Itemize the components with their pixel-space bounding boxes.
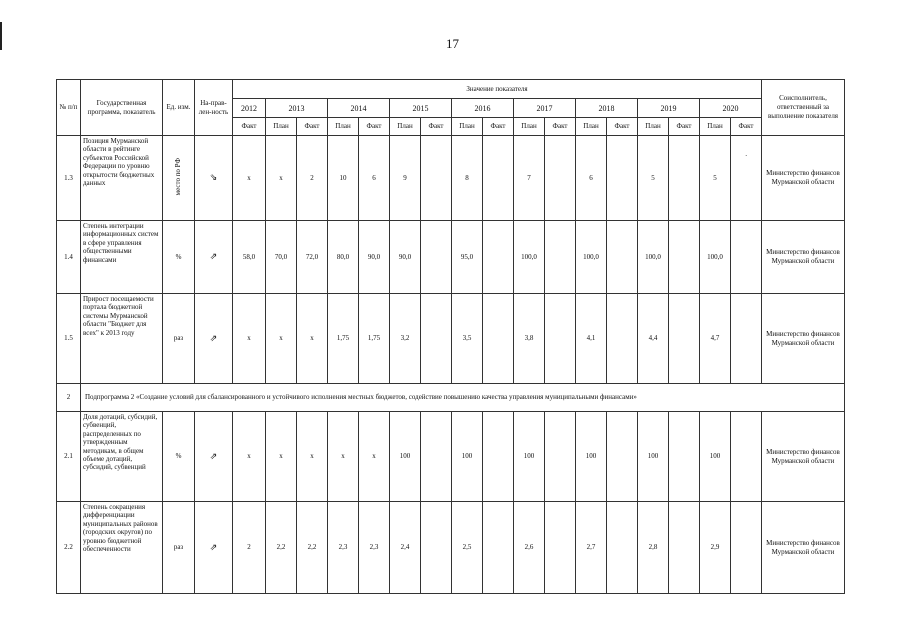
subcolumn-header: План — [328, 118, 359, 136]
value-cell: 10 — [328, 136, 359, 221]
value-cell: 7 — [514, 136, 545, 221]
unit-cell: раз — [163, 502, 195, 594]
direction-cell — [195, 502, 233, 594]
subcolumn-header: Факт — [731, 118, 762, 136]
value-cell: 100 — [700, 412, 731, 502]
direction-cell — [195, 294, 233, 384]
value-cell: 90,0 — [390, 221, 421, 294]
subprogram-title: Подпрограмма 2 «Создание условий для сбалансированного и устойчивого исполнения местных бюджетов, содействие повышению качества управления муниципальными финансами» — [81, 384, 845, 412]
value-cell: x — [359, 412, 390, 502]
value-cell: 100 — [390, 412, 421, 502]
unit-cell — [163, 136, 195, 221]
value-cell: x — [233, 412, 266, 502]
value-cell: 6 — [576, 136, 607, 221]
responsible-cell: Министерство финансов Мурманской области — [762, 294, 845, 384]
value-cell — [545, 294, 576, 384]
value-cell: 2,7 — [576, 502, 607, 594]
unit-text: место по РФ — [174, 157, 182, 196]
year-header-2020: 2020 — [700, 99, 762, 118]
value-cell: x — [233, 294, 266, 384]
value-cell: x — [266, 412, 297, 502]
row-num: 1.4 — [57, 221, 81, 294]
direction-arrow-icon: ⇗ — [209, 251, 218, 261]
value-cell: 58,0 — [233, 221, 266, 294]
value-cell — [669, 412, 700, 502]
value-cell: 2,8 — [638, 502, 669, 594]
value-cell: 4,1 — [576, 294, 607, 384]
value-cell: 100 — [514, 412, 545, 502]
direction-arrow-icon: ⇘ — [209, 172, 218, 182]
unit-cell: раз — [163, 294, 195, 384]
value-cell: 100,0 — [514, 221, 545, 294]
subcolumn-header: Факт — [359, 118, 390, 136]
value-cell — [421, 136, 452, 221]
table-row — [57, 412, 845, 502]
header-name: Государственная программа, показатель — [81, 80, 163, 136]
subcolumn-header: Факт — [297, 118, 328, 136]
subcolumn-header: План — [514, 118, 545, 136]
value-cell: 2,3 — [359, 502, 390, 594]
subcolumn-header: Факт — [421, 118, 452, 136]
table-row — [57, 221, 845, 294]
direction-cell — [195, 136, 233, 221]
direction-arrow-icon: ⇗ — [209, 541, 218, 552]
value-cell: x — [328, 412, 359, 502]
value-cell — [545, 502, 576, 594]
subcolumn-header: Факт — [483, 118, 514, 136]
value-cell — [421, 502, 452, 594]
value-cell: x — [266, 294, 297, 384]
subprogram-num: 2 — [57, 384, 81, 412]
value-cell — [669, 294, 700, 384]
value-cell: 4,7 — [700, 294, 731, 384]
value-cell: 2,2 — [297, 502, 328, 594]
value-cell: 100 — [576, 412, 607, 502]
value-cell — [421, 412, 452, 502]
value-cell: 6 — [359, 136, 390, 221]
year-header-2019: 2019 — [638, 99, 700, 118]
value-cell: 95,0 — [452, 221, 483, 294]
value-cell — [731, 136, 762, 221]
value-cell — [731, 502, 762, 594]
year-header-2015: 2015 — [390, 99, 452, 118]
header-values-title: Значение показателя — [233, 80, 762, 99]
value-cell: 3,2 — [390, 294, 421, 384]
value-cell: 100,0 — [700, 221, 731, 294]
subcolumn-header: План — [452, 118, 483, 136]
value-cell — [545, 412, 576, 502]
value-cell — [607, 502, 638, 594]
value-cell: 8 — [452, 136, 483, 221]
value-cell: 72,0 — [297, 221, 328, 294]
year-header-2014: 2014 — [328, 99, 390, 118]
year-header-2013: 2013 — [266, 99, 328, 118]
value-cell — [483, 502, 514, 594]
responsible-cell: Министерство финансов Мурманской области — [762, 412, 845, 502]
value-cell: 2,2 — [266, 502, 297, 594]
page-number: 17 — [446, 36, 459, 51]
indicator-name: Прирост посещаемости портала бюджетной системы Мурманской области "Бюджет для всех" к 2013 году — [81, 294, 163, 384]
direction-arrow-icon: ⇗ — [209, 450, 218, 461]
header-responsible: Соисполнитель, ответственный за выполнение показателя — [762, 80, 845, 136]
value-cell — [607, 412, 638, 502]
value-cell — [731, 294, 762, 384]
indicator-name: Позиция Мурманской области в рейтинге субъектов Российской Федерации по уровню открытости бюджетных данных — [81, 136, 163, 221]
value-cell: 100,0 — [576, 221, 607, 294]
value-cell — [731, 412, 762, 502]
direction-arrow-icon: ⇗ — [209, 332, 218, 343]
header-unit: Ед. изм. — [163, 80, 195, 136]
table-row — [57, 502, 845, 594]
value-cell — [421, 221, 452, 294]
value-cell: 1,75 — [359, 294, 390, 384]
value-cell — [669, 136, 700, 221]
value-cell: 80,0 — [328, 221, 359, 294]
value-cell: 2 — [233, 502, 266, 594]
value-cell: 5 — [638, 136, 669, 221]
value-cell: x — [266, 136, 297, 221]
unit-cell: % — [163, 412, 195, 502]
responsible-cell: Министерство финансов Мурманской области — [762, 502, 845, 594]
subcolumn-header: Факт — [669, 118, 700, 136]
responsible-cell: Министерство финансов Мурманской области — [762, 221, 845, 294]
value-cell — [607, 294, 638, 384]
value-cell — [669, 502, 700, 594]
value-cell — [545, 221, 576, 294]
value-cell — [483, 136, 514, 221]
row-num: 1.3 — [57, 136, 81, 221]
year-header-2018: 2018 — [576, 99, 638, 118]
value-cell: 2,9 — [700, 502, 731, 594]
table-row — [57, 294, 845, 384]
row-num: 2.1 — [57, 412, 81, 502]
value-cell: x — [297, 294, 328, 384]
subcolumn-header: Факт — [607, 118, 638, 136]
value-cell — [421, 294, 452, 384]
subcolumn-header: План — [638, 118, 669, 136]
direction-cell — [195, 221, 233, 294]
value-cell — [483, 294, 514, 384]
value-cell: 2,5 — [452, 502, 483, 594]
value-cell — [483, 412, 514, 502]
indicator-name: Степень сокращения дифференциации муниципальных районов (городских округов) по уровню бюджетной обеспеченности — [81, 502, 163, 594]
row-num: 1.5 — [57, 294, 81, 384]
value-cell — [483, 221, 514, 294]
value-cell: 100,0 — [638, 221, 669, 294]
year-header-2016: 2016 — [452, 99, 514, 118]
subcolumn-header: План — [576, 118, 607, 136]
subcolumn-header: План — [390, 118, 421, 136]
responsible-cell: Министерство финансов Мурманской области — [762, 136, 845, 221]
value-cell: 70,0 — [266, 221, 297, 294]
header-direction: На-прав-лен-ность — [195, 80, 233, 136]
indicator-table — [56, 79, 845, 594]
header-row-1 — [57, 80, 845, 99]
value-cell — [607, 136, 638, 221]
value-cell — [607, 221, 638, 294]
year-header-2012: 2012 — [233, 99, 266, 118]
header-num: № п/п — [57, 80, 81, 136]
subcolumn-header: Факт — [233, 118, 266, 136]
stray-mark: · — [745, 152, 748, 160]
value-cell: 90,0 — [359, 221, 390, 294]
row-num: 2.2 — [57, 502, 81, 594]
subprogram-row — [57, 384, 845, 412]
value-cell: 2,6 — [514, 502, 545, 594]
unit-cell: % — [163, 221, 195, 294]
value-cell: 5 — [700, 136, 731, 221]
value-cell: 2 — [297, 136, 328, 221]
subcolumn-header: Факт — [545, 118, 576, 136]
value-cell: 9 — [390, 136, 421, 221]
value-cell: 100 — [452, 412, 483, 502]
value-cell: x — [233, 136, 266, 221]
value-cell — [669, 221, 700, 294]
value-cell — [545, 136, 576, 221]
table-row — [57, 136, 845, 221]
subcolumn-header: План — [266, 118, 297, 136]
value-cell: 100 — [638, 412, 669, 502]
year-header-2017: 2017 — [514, 99, 576, 118]
value-cell — [731, 221, 762, 294]
value-cell: 2,3 — [328, 502, 359, 594]
value-cell: x — [297, 412, 328, 502]
value-cell: 1,75 — [328, 294, 359, 384]
value-cell: 2,4 — [390, 502, 421, 594]
value-cell: 3,8 — [514, 294, 545, 384]
direction-cell — [195, 412, 233, 502]
subcolumn-header: План — [700, 118, 731, 136]
indicator-name: Доля дотаций, субсидий, субвенций, распределенных по утвержденным методикам, в общем объеме дотаций, субсидий, субвенций — [81, 412, 163, 502]
value-cell: 4,4 — [638, 294, 669, 384]
indicator-name: Степень интеграции информационных систем в сфере управления общественными финансами — [81, 221, 163, 294]
value-cell: 3,5 — [452, 294, 483, 384]
